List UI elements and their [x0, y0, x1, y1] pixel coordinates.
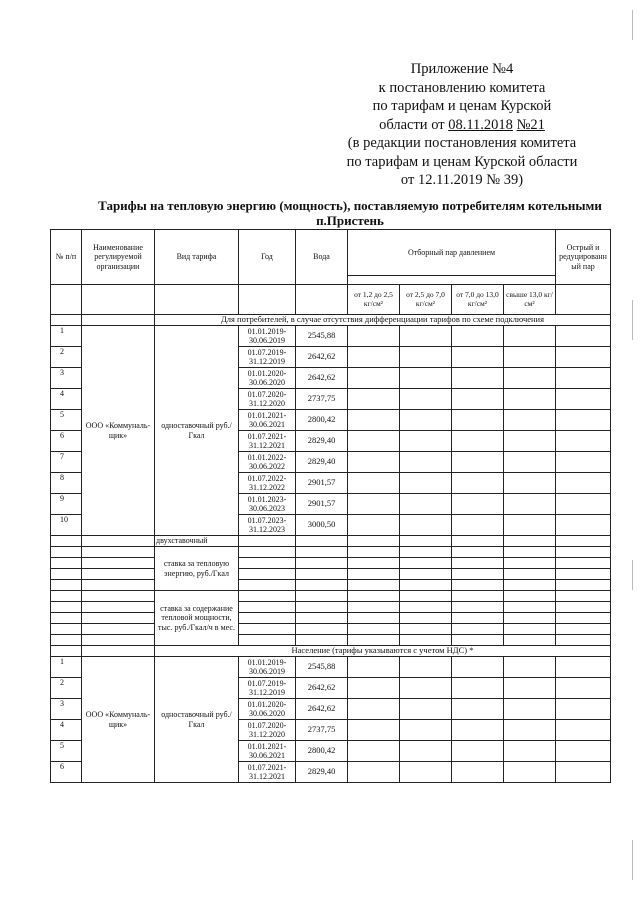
row-number: 3: [51, 368, 82, 389]
row-number: 4: [51, 389, 82, 410]
empty-cell: [452, 389, 504, 410]
empty-cell: [556, 473, 611, 494]
row-period: 01.01.2023-30.06.2023: [239, 494, 296, 515]
empty-cell: [452, 326, 504, 347]
empty-cell: [452, 494, 504, 515]
row-water-value: 2829,40: [296, 762, 348, 783]
scan-edge-marks: [628, 0, 638, 905]
empty-cell: [400, 431, 452, 452]
header-number: №21: [516, 116, 545, 133]
section-title: Население (тарифы указываются с учетом НДС) *: [155, 646, 611, 657]
empty-cell: [348, 389, 400, 410]
section-title: Для потребителей, в случае отсутствия дифференциации тарифов по схеме подключения: [155, 315, 611, 326]
row-number: 2: [51, 678, 82, 699]
empty-cell: [348, 410, 400, 431]
row-number: 7: [51, 452, 82, 473]
table-row: [51, 326, 611, 347]
row-period: 01.07.2021-31.12.2021: [239, 431, 296, 452]
row-number: 4: [51, 720, 82, 741]
header-line: к постановлению комитета: [378, 79, 546, 96]
header-line: по тарифам и ценам Курской области: [346, 153, 578, 170]
empty-cell: [504, 741, 556, 762]
empty-cell: [348, 347, 400, 368]
empty-cell: [452, 741, 504, 762]
empty-cell: [504, 410, 556, 431]
empty-cell: [504, 762, 556, 783]
row-number: 5: [51, 741, 82, 762]
row-number: 9: [51, 494, 82, 515]
empty-cell: [504, 326, 556, 347]
row-water-value: 3000,50: [296, 515, 348, 536]
empty-cell: [348, 515, 400, 536]
empty-cell: [504, 515, 556, 536]
empty-cell: [504, 452, 556, 473]
empty-cell: [504, 494, 556, 515]
empty-cell: [556, 762, 611, 783]
empty-cell: [348, 762, 400, 783]
tariff-table: [50, 229, 611, 783]
empty-cell: [504, 657, 556, 678]
empty-cell: [556, 368, 611, 389]
empty-cell: [556, 515, 611, 536]
header-num: № п/п: [51, 230, 82, 285]
header-pressure-1: от 1,2 до 2,5 кг/см²: [348, 285, 400, 315]
header-line: (в редакции постановления комитета: [347, 135, 577, 151]
empty-cell: [348, 431, 400, 452]
row-period: 01.01.2020-30.06.2020: [239, 368, 296, 389]
empty-cell: [556, 347, 611, 368]
row-number: 10: [51, 515, 82, 536]
empty-cell: [452, 473, 504, 494]
row-water-value: 2642,62: [296, 678, 348, 699]
row-water-value: 2737,75: [296, 720, 348, 741]
row-period: 01.01.2021-30.06.2021: [239, 410, 296, 431]
row-period: 01.07.2020-31.12.2020: [239, 389, 296, 410]
row-period: 01.01.2020-30.06.2020: [239, 699, 296, 720]
rate-energy: ставка за тепловую энергию, руб./Гкал: [155, 547, 239, 591]
empty-cell: [400, 473, 452, 494]
row-water-value: 2901,57: [296, 494, 348, 515]
empty-cell: [556, 657, 611, 678]
empty-cell: [348, 678, 400, 699]
row-number: 5: [51, 410, 82, 431]
row-water-value: 2800,42: [296, 741, 348, 762]
empty-cell: [504, 389, 556, 410]
header-org: Наименование регулируемой организации: [82, 230, 155, 285]
empty-cell: [400, 720, 452, 741]
row-number: 3: [51, 699, 82, 720]
row-period: 01.01.2019-30.06.2019: [239, 326, 296, 347]
row-water-value: 2800,42: [296, 410, 348, 431]
empty-cell: [400, 515, 452, 536]
header-pressure-4: свыше 13,0 кг/см²: [504, 285, 556, 315]
empty-cell: [452, 410, 504, 431]
empty-cell: [348, 368, 400, 389]
header-date: 08.11.2018: [448, 116, 513, 133]
header-line-date: [332, 116, 592, 135]
empty-cell: [452, 720, 504, 741]
empty-cell: [400, 410, 452, 431]
document-title: Тарифы на тепловую энергию (мощность), поставляемую потребителям котельными п.Пристень: [98, 198, 602, 228]
row-number: 1: [51, 326, 82, 347]
empty-cell: [504, 473, 556, 494]
empty-cell: [400, 347, 452, 368]
empty-cell: [556, 699, 611, 720]
empty-cell: [452, 762, 504, 783]
header-date-prefix: области от: [379, 116, 449, 133]
row-period: 01.07.2020-31.12.2020: [239, 720, 296, 741]
row-period: 01.07.2021-31.12.2021: [239, 762, 296, 783]
empty-cell: [452, 368, 504, 389]
empty-cell: [348, 699, 400, 720]
empty-cell: [452, 657, 504, 678]
empty-cell: [348, 657, 400, 678]
empty-cell: [452, 515, 504, 536]
empty-cell: [556, 452, 611, 473]
row-period: 01.01.2021-30.06.2021: [239, 741, 296, 762]
empty-cell: [556, 431, 611, 452]
empty-cell: [348, 452, 400, 473]
empty-cell: [556, 494, 611, 515]
empty-cell: [348, 720, 400, 741]
header-water: Вода: [296, 230, 348, 285]
row-water-value: 2545,88: [296, 326, 348, 347]
header-sharp-steam: Острый и редуцированный пар: [556, 230, 611, 285]
empty-cell: [504, 431, 556, 452]
row-water-value: 2829,40: [296, 431, 348, 452]
row-water-value: 2737,75: [296, 389, 348, 410]
header-pressure-3: от 7,0 до 13,0 кг/см²: [452, 285, 504, 315]
header-tariff-type: Вид тарифа: [155, 230, 239, 285]
empty-cell: [400, 368, 452, 389]
empty-cell: [348, 741, 400, 762]
empty-cell: [452, 431, 504, 452]
org-name: ООО «Коммуналь-щик»: [82, 657, 155, 783]
row-period: 01.07.2019-31.12.2019: [239, 347, 296, 368]
row-water-value: 2642,62: [296, 368, 348, 389]
row-period: 01.07.2023-31.12.2023: [239, 515, 296, 536]
empty-cell: [556, 741, 611, 762]
row-number: 6: [51, 431, 82, 452]
empty-cell: [504, 368, 556, 389]
header-line: Приложение №4: [410, 61, 514, 77]
empty-cell: [400, 762, 452, 783]
section-2-rows: [51, 657, 611, 783]
document-header: [332, 60, 592, 190]
empty-cell: [400, 326, 452, 347]
rate-power: ставка за содержание тепловой мощности, тыс. руб./Гкал/ч в мес.: [155, 591, 239, 646]
table-row: [51, 657, 611, 678]
row-number: 6: [51, 762, 82, 783]
row-period: 01.07.2019-31.12.2019: [239, 678, 296, 699]
row-period: 01.01.2019-30.06.2019: [239, 657, 296, 678]
empty-cell: [348, 326, 400, 347]
empty-cell: [348, 494, 400, 515]
row-number: 8: [51, 473, 82, 494]
section-1-rows: [51, 326, 611, 536]
empty-cell: [556, 720, 611, 741]
row-water-value: 2901,57: [296, 473, 348, 494]
row-water-value: 2829,40: [296, 452, 348, 473]
row-water-value: 2642,62: [296, 699, 348, 720]
empty-cell: [452, 699, 504, 720]
empty-cell: [452, 452, 504, 473]
empty-cell: [556, 410, 611, 431]
empty-cell: [504, 347, 556, 368]
row-period: 01.07.2022-31.12.2022: [239, 473, 296, 494]
row-water-value: 2545,88: [296, 657, 348, 678]
empty-cell: [400, 678, 452, 699]
empty-cell: [504, 699, 556, 720]
empty-cell: [400, 657, 452, 678]
empty-cell: [504, 720, 556, 741]
header-steam: Отборный пар давлением: [348, 230, 556, 276]
row-water-value: 2642,62: [296, 347, 348, 368]
row-number: 2: [51, 347, 82, 368]
empty-cell: [556, 326, 611, 347]
tariff-one-part: одноставочный руб./Гкал: [155, 657, 239, 783]
header-line: от 12.11.2019 № 39): [400, 172, 524, 188]
empty-cell: [400, 389, 452, 410]
empty-cell: [400, 741, 452, 762]
empty-cell: [400, 452, 452, 473]
row-number: 1: [51, 657, 82, 678]
row-period: 01.01.2022-30.06.2022: [239, 452, 296, 473]
empty-cell: [400, 699, 452, 720]
empty-cell: [452, 678, 504, 699]
empty-cell: [556, 389, 611, 410]
empty-cell: [348, 473, 400, 494]
header-year: Год: [239, 230, 296, 285]
tariff-one-part: одноставочный руб./Гкал: [155, 326, 239, 536]
empty-cell: [452, 347, 504, 368]
empty-cell: [400, 494, 452, 515]
empty-cell: [504, 678, 556, 699]
header-line: по тарифам и ценам Курской: [372, 98, 552, 114]
tariff-two-part: двухставочный: [155, 536, 239, 547]
org-name: ООО «Коммуналь-щик»: [82, 326, 155, 536]
empty-cell: [556, 678, 611, 699]
header-pressure-2: от 2,5 до 7,0 кг/см²: [400, 285, 452, 315]
